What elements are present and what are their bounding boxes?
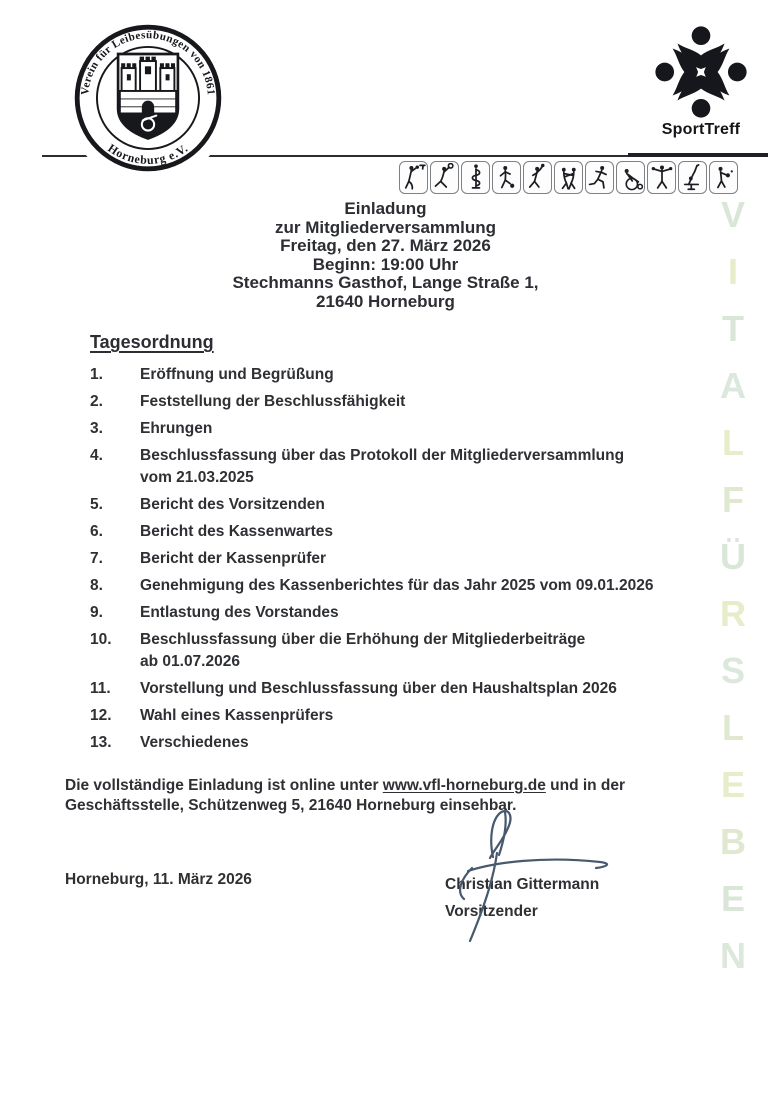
running-icon: [585, 161, 614, 194]
watermark-letter: L: [722, 422, 744, 463]
agenda-item-number: 11.: [90, 680, 111, 697]
handwritten-signature: [430, 795, 660, 955]
wheelchair-racing-icon: [616, 161, 645, 194]
handball-icon: [523, 161, 552, 194]
agenda-item: [90, 522, 694, 541]
watermark-letter: F: [722, 479, 744, 520]
agenda-item: [90, 733, 694, 752]
agenda-item-number: 6.: [90, 523, 103, 540]
agenda-item-text: Entlastung des Vorstandes: [140, 604, 339, 621]
agenda-item-text: Bericht der Kassenprüfer: [140, 550, 327, 567]
agenda-item: [90, 549, 694, 568]
agenda-item: [90, 630, 694, 671]
badminton-icon: [430, 161, 459, 194]
watermark-letter: A: [720, 365, 746, 406]
agenda-item-text: Vorstellung und Beschlussfassung über den Haushaltsplan 2026: [140, 680, 617, 697]
seal-ring-text-bottom: Horneburg e.V.: [105, 140, 191, 168]
watermark-letter: E: [720, 764, 745, 805]
invitation-heading: [0, 200, 771, 312]
watermark-letter: S: [720, 650, 745, 691]
agenda-section: [90, 332, 694, 760]
agenda-item-text-line2: vom 21.03.2025: [140, 469, 254, 486]
gymnastics-icon: [647, 161, 676, 194]
agenda-item-number: 3.: [90, 420, 103, 437]
agenda-title: Tagesordnung: [90, 332, 214, 352]
watermark-letter: E: [720, 878, 745, 919]
medical-caduceus-icon: [461, 161, 490, 194]
agenda-item-text: Ehrungen: [140, 420, 213, 437]
agenda-item-text: Eröffnung und Begrüßung: [140, 366, 334, 383]
agenda-item-text: Feststellung der Beschlussfähigkeit: [140, 393, 406, 410]
agenda-item-text-line2: ab 01.07.2026: [140, 653, 240, 670]
agenda-item-number: 10.: [90, 631, 112, 648]
agenda-item-number: 1.: [90, 366, 103, 383]
agenda-item: [90, 495, 694, 514]
agenda-item-number: 9.: [90, 604, 103, 621]
agenda-item: [90, 365, 694, 384]
invitation-line: Freitag, den 27. März 2026: [280, 236, 491, 256]
watermark-letter: N: [720, 935, 746, 976]
header-divider-line-right: [628, 153, 768, 157]
agenda-item: [90, 603, 694, 622]
watermark-letter: T: [722, 308, 744, 349]
soccer-icon: [492, 161, 521, 194]
note-text-before-link: Die vollständige Einladung ist online unter: [65, 777, 383, 794]
sporttreff-label: SportTreff: [661, 121, 741, 138]
table-tennis-icon: [709, 161, 738, 194]
agenda-item-text: Verschiedenes: [140, 734, 249, 751]
signer-name: Christian Gittermann: [445, 876, 600, 893]
website-url: www.vfl-horneburg.de: [382, 777, 546, 794]
agenda-item-text: Beschlussfassung über die Erhöhung der Mitgliederbeiträge ab 01.07.2026: [140, 630, 694, 671]
agenda-item: [90, 419, 694, 438]
agenda-item-number: 12.: [90, 707, 112, 724]
sporttreff-logo: [644, 20, 758, 139]
basketball-icon: [399, 161, 428, 194]
watermark-letter: R: [720, 593, 746, 634]
place-and-date: Horneburg, 11. März 2026: [65, 871, 252, 888]
seal-castle-emblem: [118, 54, 178, 138]
sport-pictogram-strip: [399, 161, 738, 194]
agenda-item: [90, 392, 694, 411]
agenda-item-text: Beschlussfassung über das Protokoll der Mitgliederversammlung vom 21.03.2025: [140, 446, 694, 487]
agenda-list: [90, 365, 694, 752]
club-seal-logo: [60, 10, 236, 186]
agenda-item-text: Bericht des Kassenwartes: [140, 523, 333, 540]
agenda-item-number: 5.: [90, 496, 103, 513]
vault-icon: [678, 161, 707, 194]
agenda-item-number: 7.: [90, 550, 103, 567]
agenda-item-number: 2.: [90, 393, 103, 410]
watermark-letter: B: [720, 821, 746, 862]
watermark-letter: L: [722, 707, 744, 748]
note-text-after-link: und in der Geschäftsstelle, Schützenweg 5, 21640 Horneburg einsehbar.: [65, 777, 626, 814]
agenda-item-number: 4.: [90, 447, 103, 464]
invitation-line: zur Mitgliederversammlung: [274, 217, 497, 237]
watermark-letter: I: [727, 251, 738, 292]
invitation-line: 21640 Horneburg: [316, 291, 455, 311]
watermark-letter: Ü: [720, 536, 746, 577]
agenda-item-number: 13.: [90, 734, 112, 751]
agenda-item: [90, 706, 694, 725]
agenda-item: [90, 679, 694, 698]
invitation-line: Stechmanns Gasthof, Lange Straße 1,: [232, 273, 539, 293]
invitation-line: Einladung: [344, 199, 427, 218]
invitation-line: Beginn: 19:00 Uhr: [312, 254, 459, 274]
sporttreff-figure-icon: [650, 20, 752, 124]
signer-role: Vorsitzender: [445, 903, 538, 920]
watermark-letter: V: [720, 194, 745, 235]
agenda-item-text: Bericht des Vorsitzenden: [140, 496, 325, 513]
seal-ring-text-top: Verein für Leibesübungen von 1861: [79, 29, 217, 96]
agenda-item-number: 8.: [90, 577, 103, 594]
agenda-item-text: Wahl eines Kassenprüfers: [140, 707, 334, 724]
agenda-item-text: Genehmigung des Kassenberichtes für das Jahr 2025 vom 09.01.2026: [140, 577, 654, 594]
agenda-item: [90, 446, 694, 487]
agenda-item: [90, 576, 694, 595]
judo-icon: [554, 161, 583, 194]
